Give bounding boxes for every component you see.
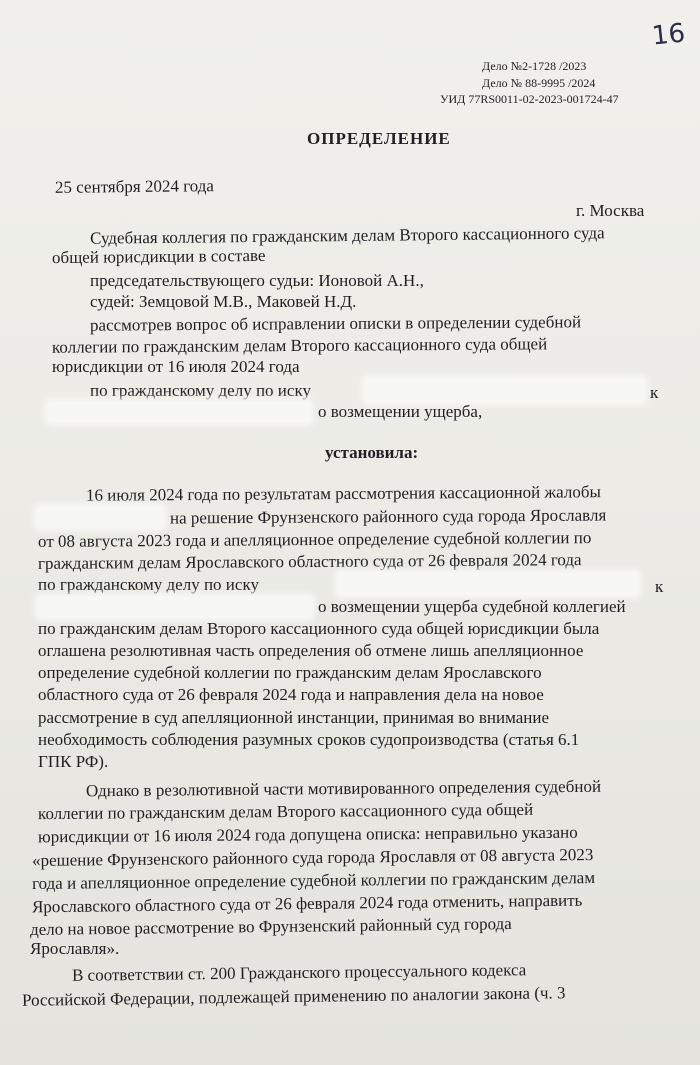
handwritten-page-number: 16 — [650, 18, 687, 52]
body-p2-line-4: «решение Фрунзенского районного суда города Ярославля от 08 августа 2023 — [31, 845, 594, 870]
body-p2-line-3: юрисдикции от 16 июля 2024 года допущена описка: неправильно указано — [37, 822, 578, 847]
document-title: ОПРЕДЕЛЕНИЕ — [307, 129, 451, 148]
intro-line-1: Судебная коллегия по гражданским делам Второго кассационного суда — [89, 223, 605, 248]
redaction-plaintiff-2 — [338, 573, 638, 594]
case-number-1: Дело №2-1728 /2023 — [482, 59, 587, 73]
redaction-applicant — [38, 507, 162, 527]
body-p1-line-1: 16 июля 2024 года по результатам рассмотрения кассационной жалобы — [85, 482, 601, 505]
body-p2-line-6: Ярославского областного суда от 26 февраля 2024 года отменить, направить — [31, 890, 583, 917]
body-p1-line-12: необходимость соблюдения разумных сроков судопроизводства (статья 6.1 — [38, 730, 580, 749]
intro-line-4: судей: Земцовой М.В., Маковей Н.Д. — [90, 292, 357, 311]
document-date: 25 сентября 2024 года — [54, 176, 214, 197]
redaction-plaintiff — [366, 379, 644, 401]
intro-line-7: юрисдикции от 16 июля 2024 года — [52, 357, 300, 376]
body-p3-line-2: Российской Федерации, подлежащей применению по аналогии закона (ч. 3 — [21, 983, 566, 1010]
body-p2-line-2: коллегии по гражданским делам Второго кассационного суда общей — [37, 799, 534, 824]
redaction-defendant-2 — [38, 597, 312, 617]
body-p1-line-13: ГПК РФ). — [38, 752, 109, 771]
body-p2-line-5: года и апелляционное определение судебной коллегии по гражданским делам — [31, 868, 596, 893]
section-heading: установила: — [325, 443, 419, 462]
intro-line-8: по гражданскому делу по иску — [90, 381, 311, 400]
document-city: г. Москва — [576, 201, 645, 220]
case-number-2: Дело № 88-9995 /2024 — [482, 76, 596, 90]
intro-line-2: общей юрисдикции в составе — [51, 245, 266, 268]
body-p2-line-1: Однако в резолютивной части мотивированного определения судебной — [85, 776, 602, 801]
intro-line-5: рассмотрев вопрос об исправлении описки в определении судебной — [89, 312, 582, 335]
redaction-defendant — [48, 402, 310, 422]
body-p1-line-11: рассмотрение в суд апелляционной инстанции, принимая во внимание — [38, 708, 550, 727]
intro-line-6: коллегии по гражданским делам Второго кассационного суда общей — [51, 334, 548, 357]
body-p1-line-10: областного суда от 26 февраля 2024 года и направления дела на новое — [38, 685, 544, 704]
body-p1-line-8: оглашена резолютивная часть определения об отмене лишь апелляционное — [38, 641, 584, 660]
intro-line-3: председательствующего судьи: Ионовой А.Н., — [90, 271, 424, 290]
body-p1-line-5-end: к — [655, 577, 664, 596]
body-p1-line-2: на решение Фрунзенского районного суда города Ярославля — [169, 505, 607, 528]
body-p3-line-1: В соответствии ст. 200 Гражданского процессуального кодекса — [71, 960, 527, 985]
intro-line-8-end: к — [650, 383, 659, 402]
body-p1-line-5: по гражданскому делу по иску — [38, 575, 259, 594]
body-p1-line-7: по гражданским делам Второго кассационного суда общей юрисдикции была — [38, 619, 600, 638]
case-uid: УИД 77RS0011-02-2023-001724-47 — [440, 92, 619, 106]
body-p1-line-6: о возмещении ущерба судебной коллегией — [318, 597, 626, 616]
intro-line-9: о возмещении ущерба, — [318, 402, 483, 421]
body-p1-line-9: определение судебной коллегии по гражданским делам Ярославского — [38, 663, 542, 682]
body-p2-line-8: Ярославля». — [30, 939, 120, 958]
body-p1-line-3: от 08 августа 2023 года и апелляционное определение судебной коллегии по — [37, 528, 592, 551]
body-p1-line-4: гражданским делам Ярославского областного суда от 26 февраля 2024 года — [37, 550, 582, 573]
body-p2-line-7: дело на новое рассмотрение во Фрунзенский районный суд города — [29, 914, 512, 939]
